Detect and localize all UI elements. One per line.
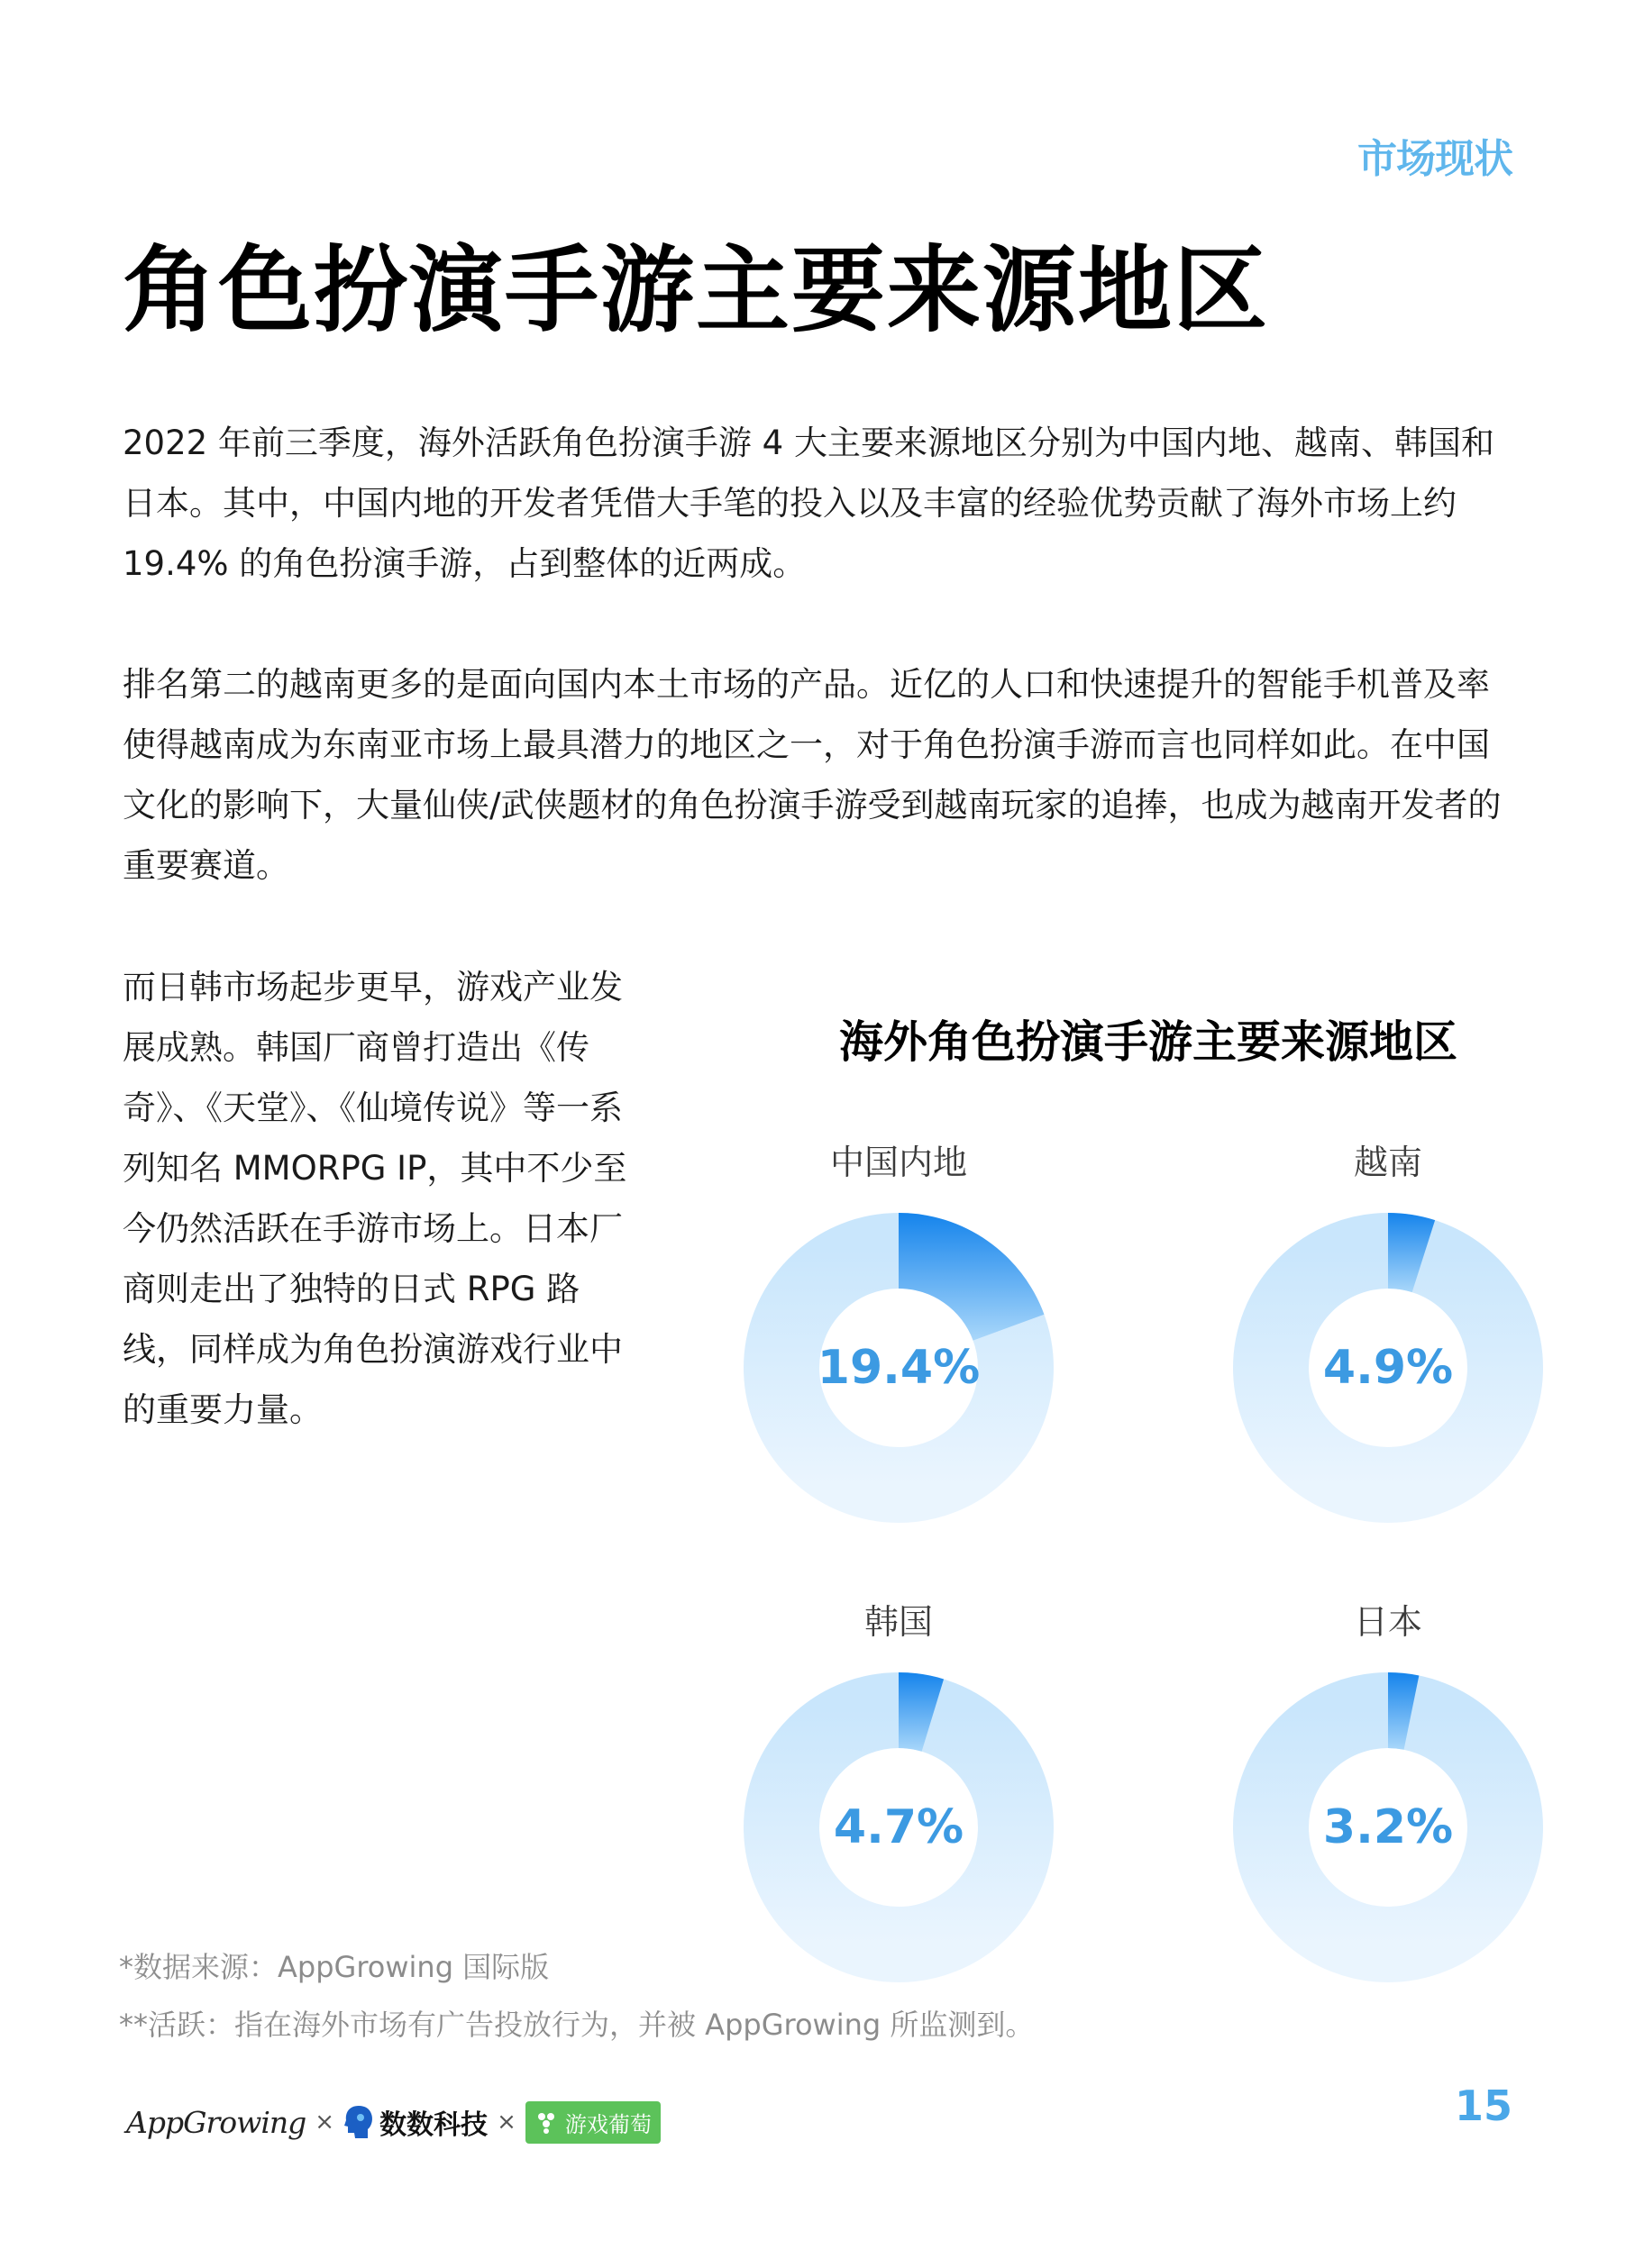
donut-1-category-label: 中国内地 xyxy=(829,1143,968,1182)
donut-2-category-label: 越南 xyxy=(1353,1143,1423,1182)
logo-separator: × xyxy=(315,2109,335,2136)
donut-2-value-label: 4.9% xyxy=(1322,1341,1454,1395)
donut-1-value-label: 19.4% xyxy=(817,1341,981,1395)
section-label: 市场现状 xyxy=(1357,136,1512,182)
donut-chart-grid xyxy=(721,1108,1576,2009)
donut-4-value-label: 3.2% xyxy=(1322,1800,1454,1854)
footer-logos xyxy=(126,2095,661,2149)
page-title: 角色扮演手游主要来源地区 xyxy=(123,235,1270,345)
shushu-logo-text: 数数科技 xyxy=(379,2109,489,2141)
donut-3-category-label: 韩国 xyxy=(863,1602,934,1642)
logo-separator: × xyxy=(497,2109,516,2136)
page-number: 15 xyxy=(1454,2081,1512,2130)
grape-icon xyxy=(534,2109,560,2135)
footnote-source: *数据来源：AppGrowing 国际版 xyxy=(119,1950,550,1984)
footnote-active: **活跃：指在海外市场有广告投放行为，并被 AppGrowing 所监测到。 xyxy=(119,2008,1035,2042)
youxi-logo-text: 游戏葡萄 xyxy=(564,2111,652,2137)
head-icon xyxy=(343,2104,374,2140)
shushu-logo xyxy=(343,2102,488,2142)
donut-4-category-label: 日本 xyxy=(1353,1602,1423,1642)
paragraph-2: 排名第二的越南更多的是面向国内本土市场的产品。近亿的人口和快速提升的智能手机普及率使得越南成为东南亚市场上最具潜力的地区之一，对于角色扮演手游而言也同样如此。在中国文化的影响下，大量仙侠/武侠题材的角色扮演手游受到越南玩家的追捧，也成为越南开发者的重要赛道。 xyxy=(123,665,1502,885)
donut-3-value-label: 4.7% xyxy=(833,1800,964,1854)
paragraph-3: 而日韩市场起步更早，游戏产业发展成熟。韩国厂商曾打造出《传奇》、《天堂》、《仙境传说》等一系列知名 MMORPG IP，其中不少至今仍然活跃在手游市场上。日本厂商则走出了独特的日式 RPG 路线，同样成为角色扮演游戏行业中的重要力量。 xyxy=(123,968,627,1429)
paragraph-1: 2022 年前三季度，海外活跃角色扮演手游 4 大主要来源地区分别为中国内地、越南、韩国和日本。其中，中国内地的开发者凭借大手笔的投入以及丰富的经验优势贡献了海外市场上约 19.4% 的角色扮演手游，占到整体的近两成。 xyxy=(123,424,1494,583)
chart-title: 海外角色扮演手游主要来源地区 xyxy=(838,1016,1457,1068)
appgrowing-logo: AppGrowing xyxy=(126,2104,306,2140)
youxi-logo xyxy=(525,2101,661,2144)
